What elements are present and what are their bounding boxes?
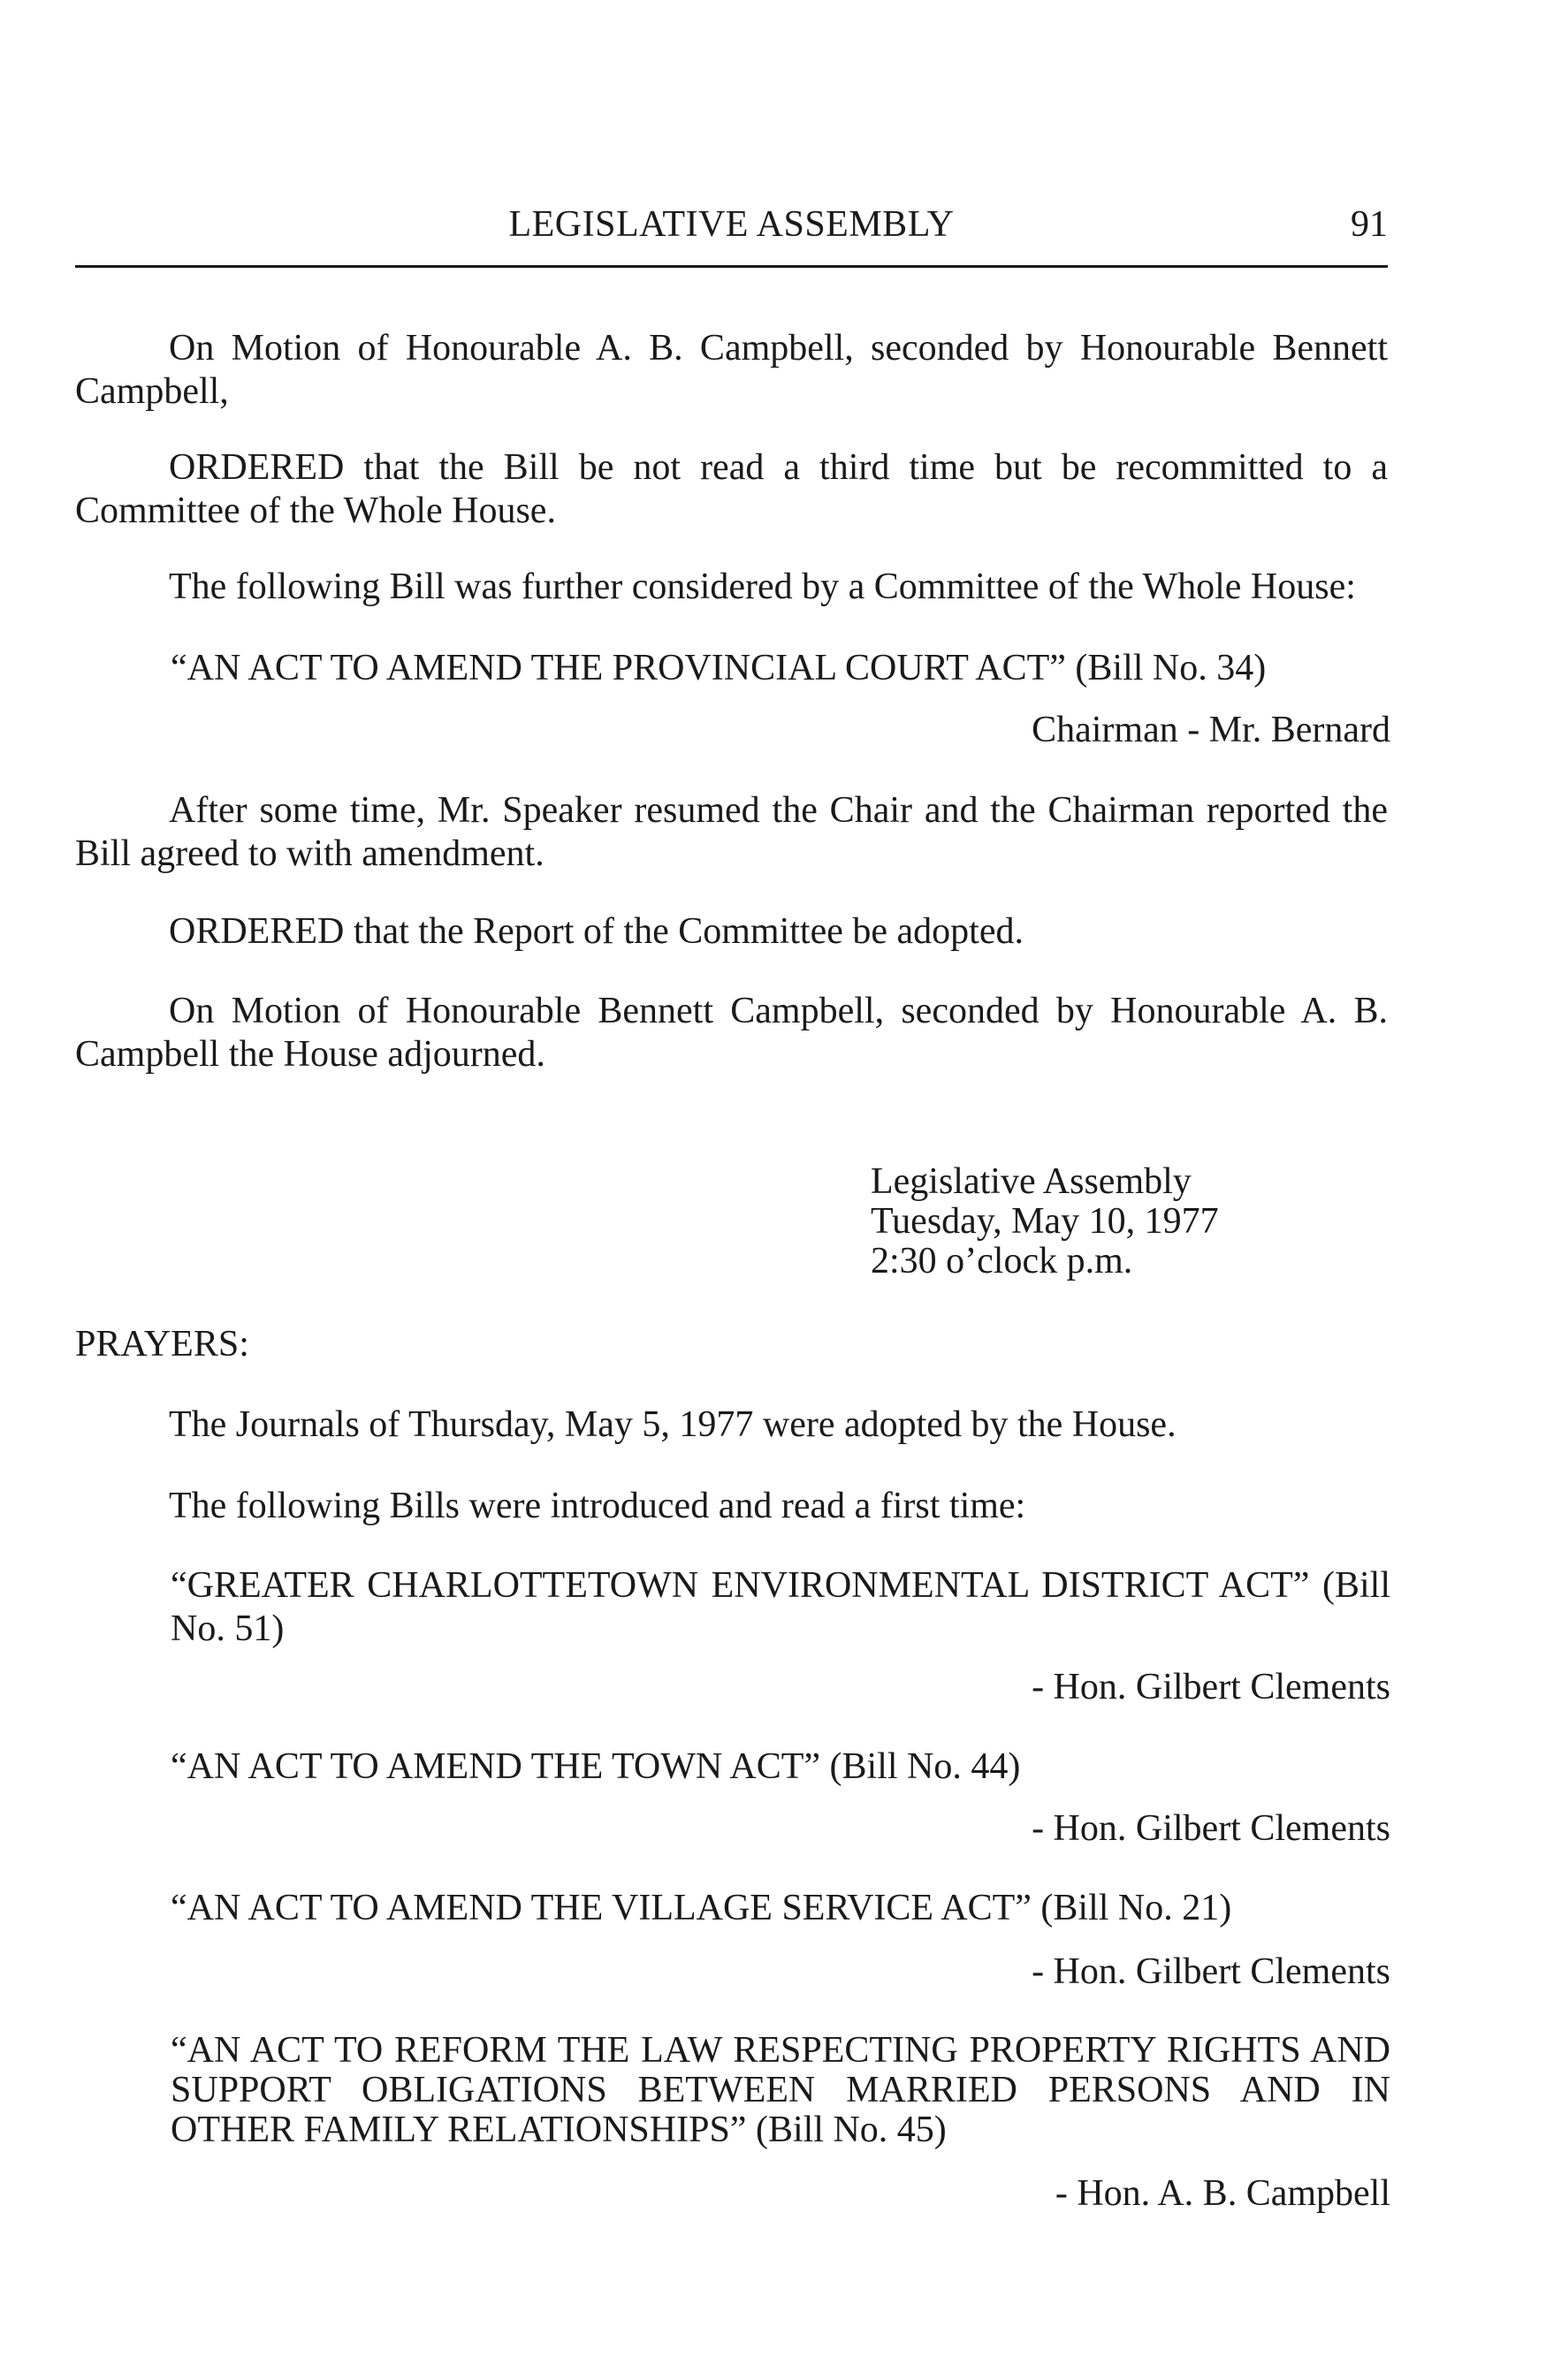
header-rule [75, 265, 1388, 268]
bill-21-title: “AN ACT TO AMEND THE VILLAGE SERVICE ACT” (Bill No. 21) [171, 1888, 1232, 1928]
chairman-line: Chairman - Mr. Bernard [1032, 710, 1390, 750]
bill-45-title: “AN ACT TO REFORM THE LAW RESPECTING PROPERTY RIGHTS AND SUPPORT OBLIGATIONS BETWEEN MARRIED PERSONS AND IN OTHER FAMILY RELATIONSHIPS” (Bill No. 45) [171, 2030, 1390, 2150]
bill-51-sponsor: - Hon. Gilbert Clements [1032, 1667, 1390, 1707]
committee-paragraph: The following Bill was further considered by a Committee of the Whole House: [169, 566, 1356, 607]
bill-44-title: “AN ACT TO AMEND THE TOWN ACT” (Bill No. 44) [171, 1746, 1021, 1787]
sitting-place: Legislative Assembly [871, 1161, 1192, 1202]
page-header [75, 203, 1388, 256]
bill-45-sponsor: - Hon. A. B. Campbell [1055, 2173, 1390, 2214]
page-number: 91 [1351, 204, 1388, 245]
bill-44-sponsor: - Hon. Gilbert Clements [1032, 1808, 1390, 1849]
bill-34-title: “AN ACT TO AMEND THE PROVINCIAL COURT ACT” (Bill No. 34) [171, 648, 1267, 688]
sitting-date: Tuesday, May 10, 1977 [871, 1201, 1219, 1242]
bills-intro-paragraph: The following Bills were introduced and read a first time: [169, 1486, 1026, 1526]
journals-paragraph: The Journals of Thursday, May 5, 1977 were adopted by the House. [169, 1404, 1177, 1445]
bill-51-title: “GREATER CHARLOTTETOWN ENVIRONMENTAL DISTRICT ACT” (Bill No. 51) [171, 1565, 1390, 1649]
prayers-heading: PRAYERS: [75, 1324, 249, 1365]
speaker-paragraph: After some time, Mr. Speaker resumed the Chair and the Chairman reported the Bill agreed to with amendment. [75, 790, 1388, 874]
sitting-time: 2:30 o’clock p.m. [871, 1241, 1133, 1281]
adjourn-paragraph: On Motion of Honourable Bennett Campbell, seconded by Honourable A. B. Campbell the House adjourned. [75, 991, 1388, 1075]
bill-21-sponsor: - Hon. Gilbert Clements [1032, 1951, 1390, 1992]
motion-paragraph: On Motion of Honourable A. B. Campbell, seconded by Honourable Bennett Campbell, [75, 328, 1388, 412]
sitting-block [871, 1162, 1401, 1281]
order-recommit-paragraph: ORDERED that the Bill be not read a third time but be recommitted to a Committee of the Whole House. [75, 447, 1388, 531]
order-report-paragraph: ORDERED that the Report of the Committee be adopted. [169, 911, 1024, 952]
page-title: LEGISLATIVE ASSEMBLY [508, 204, 955, 245]
